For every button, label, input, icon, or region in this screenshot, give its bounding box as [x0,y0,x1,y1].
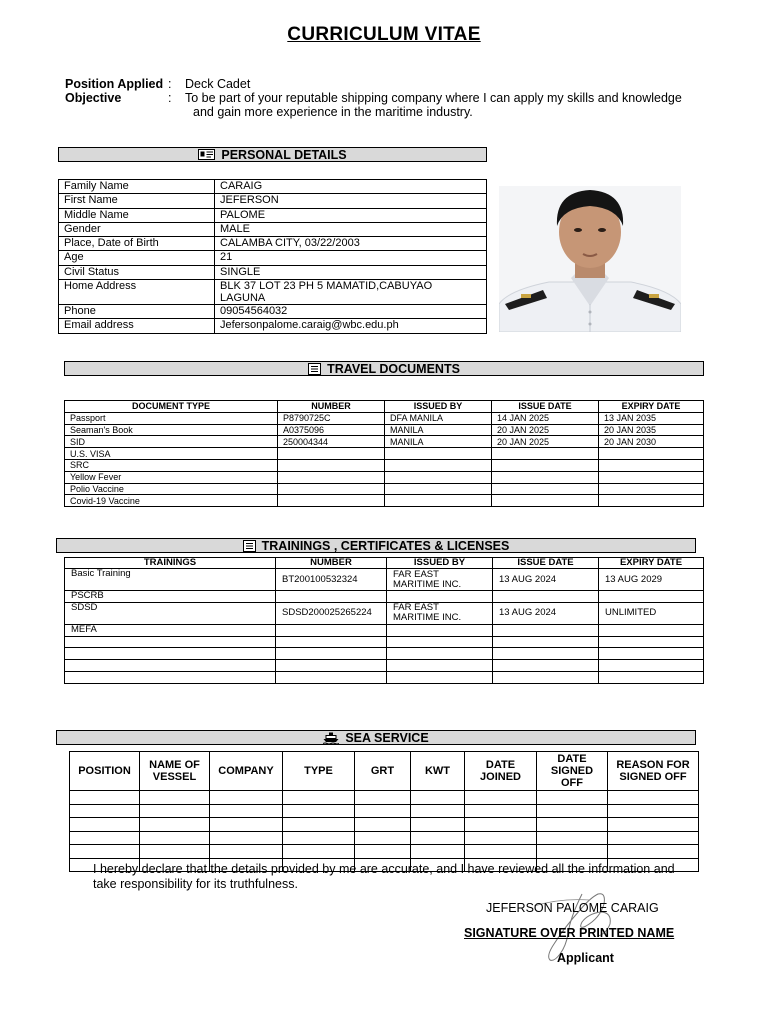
travel-documents-table [64,400,704,507]
training-cell [493,671,599,683]
training-cell [276,624,387,636]
travel-document-cell [492,495,599,507]
trainings-column-header: EXPIRY DATE [599,558,704,569]
sea-service-column-header: POSITION [70,752,140,791]
sea-service-cell [140,791,210,805]
personal-details-row [59,180,487,194]
training-cell: Basic Training [65,569,276,591]
travel-documents-header-row [65,401,704,413]
travel-documents-column-header: ISSUE DATE [492,401,599,413]
training-cell [493,648,599,660]
sea-service-row [70,845,699,859]
training-cell [276,660,387,672]
travel-document-cell: 20 JAN 2035 [599,424,704,436]
sea-service-cell [355,831,411,845]
travel-document-cell [492,459,599,471]
training-cell: 13 AUG 2024 [493,569,599,591]
training-cell [387,648,493,660]
personal-details-label: Gender [59,222,215,236]
personal-details-value-text: SINGLE [220,265,261,278]
sea-service-column-header: KWT [411,752,465,791]
sea-service-cell [70,791,140,805]
training-cell [276,671,387,683]
sea-service-column-header: NAME OF VESSEL [140,752,210,791]
travel-document-cell: A0375096 [278,424,385,436]
sea-service-row [70,831,699,845]
travel-document-cell: 20 JAN 2025 [492,424,599,436]
trainings-column-header: TRAININGS [65,558,276,569]
training-cell [276,648,387,660]
travel-document-cell: P8790725C [278,412,385,424]
sea-service-cell [140,831,210,845]
travel-document-cell [385,495,492,507]
sea-service-cell [283,791,355,805]
travel-document-cell [385,471,492,483]
cv-title: CURRICULUM VITAE [287,24,481,45]
training-cell [599,636,704,648]
sea-service-cell [411,791,465,805]
sea-service-cell [210,831,283,845]
sea-service-cell [283,818,355,832]
sea-service-cell [210,818,283,832]
sea-service-cell [608,845,699,859]
personal-details-value-text: 09054564032 [220,305,288,318]
travel-document-row [65,436,704,448]
travel-documents-title: TRAVEL DOCUMENTS [327,361,460,376]
training-cell: SDSD200025265224 [276,602,387,624]
sea-service-cell [355,804,411,818]
travel-document-cell: Passport [65,412,278,424]
position-value: Deck Cadet [185,77,251,91]
sea-service-cell [140,845,210,859]
objective-line-1: To be part of your reputable shipping company where I can apply my skills and knowledge [185,91,682,105]
travel-document-cell: Polio Vaccine [65,483,278,495]
sea-service-row [70,791,699,805]
travel-document-row [65,424,704,436]
objective-label: Objective [65,91,122,105]
training-row [65,624,704,636]
travel-documents-column-header: ISSUED BY [385,401,492,413]
personal-details-label: Place, Date of Birth [59,237,215,251]
travel-document-cell: DFA MANILA [385,412,492,424]
sea-service-cell [537,831,608,845]
sea-service-cell [355,818,411,832]
objective-separator: : [168,91,172,105]
training-cell [599,648,704,660]
position-separator: : [168,77,172,91]
travel-document-cell: SRC [65,459,278,471]
travel-document-cell [492,471,599,483]
personal-details-label: Email address [59,319,215,333]
training-cell: MEFA [65,624,276,636]
personal-details-label: Age [59,251,215,265]
sea-service-cell [283,831,355,845]
personal-details-value [215,251,487,265]
travel-document-cell: U.S. VISA [65,448,278,460]
sea-service-title: SEA SERVICE [345,730,429,745]
travel-document-cell [385,448,492,460]
sea-service-table [69,751,699,872]
travel-documents-column-header: EXPIRY DATE [599,401,704,413]
sea-service-cell [465,818,537,832]
ship-icon [323,732,339,744]
travel-document-cell [492,448,599,460]
travel-documents-column-header: DOCUMENT TYPE [65,401,278,413]
training-cell [65,671,276,683]
travel-document-cell [278,495,385,507]
sea-service-cell [465,791,537,805]
personal-details-row [59,222,487,236]
training-cell: BT200100532324 [276,569,387,591]
travel-document-row [65,459,704,471]
personal-details-value [215,265,487,279]
sea-service-cell [537,845,608,859]
training-cell [599,624,704,636]
travel-document-cell: 250004344 [278,436,385,448]
travel-documents-column-header: NUMBER [278,401,385,413]
personal-details-value-text: Jefersonpalome.caraig@wbc.edu.ph [220,319,399,332]
sea-service-cell [465,831,537,845]
travel-document-row [65,495,704,507]
travel-document-cell [278,459,385,471]
travel-document-cell [599,471,704,483]
travel-document-cell: Seaman's Book [65,424,278,436]
travel-document-cell: SID [65,436,278,448]
applicant-printed-name: JEFERSON PALOME CARAIG [486,901,659,915]
personal-details-value [215,305,487,319]
declaration-line-2: take responsibility for its truthfulness. [93,877,298,891]
travel-document-cell [385,483,492,495]
travel-document-cell [385,459,492,471]
sea-service-cell [608,831,699,845]
personal-details-value-text: PALOME [220,208,266,221]
declaration-line-1: I hereby declare that the details provided by me are accurate, and I have reviewed all the information and [93,862,675,876]
training-cell: FAR EAST MARITIME INC. [387,569,493,591]
training-row [65,591,704,603]
id-card-icon [198,149,215,160]
personal-details-value-text: CARAIG [220,180,263,192]
sea-service-cell [355,845,411,859]
sea-service-cell [411,804,465,818]
sea-service-cell [140,818,210,832]
trainings-header [56,538,696,553]
sea-service-cell [537,791,608,805]
personal-details-row [59,251,487,265]
personal-details-row [59,280,487,305]
sea-service-cell [608,791,699,805]
sea-service-row [70,804,699,818]
travel-document-cell: Yellow Fever [65,471,278,483]
training-cell [387,671,493,683]
personal-details-value-text-line2: LAGUNA [220,292,266,305]
sea-service-cell [210,804,283,818]
personal-details-title: PERSONAL DETAILS [221,147,347,162]
personal-details-value [215,280,487,305]
personal-details-value-text: BLK 37 LOT 23 PH 5 MAMATID,CABUYAO [220,280,433,293]
training-cell [276,636,387,648]
sea-service-header [56,730,696,745]
personal-details-label: First Name [59,194,215,208]
travel-document-cell [278,483,385,495]
personal-details-header [58,147,487,162]
sea-service-column-header: TYPE [283,752,355,791]
position-label: Position Applied [65,77,164,91]
training-row [65,660,704,672]
training-row [65,569,704,591]
trainings-column-header: ISSUE DATE [493,558,599,569]
personal-details-label: Family Name [59,180,215,194]
personal-details-value-text: 21 [220,251,233,264]
trainings-table [64,557,704,684]
training-cell [387,591,493,603]
training-cell [493,624,599,636]
travel-document-cell [492,483,599,495]
sea-service-cell [465,804,537,818]
sea-service-cell [70,831,140,845]
sea-service-cell [608,818,699,832]
personal-details-label: Home Address [59,280,215,305]
travel-document-cell: 14 JAN 2025 [492,412,599,424]
sea-service-column-header: COMPANY [210,752,283,791]
sea-service-cell [411,845,465,859]
training-cell: 13 AUG 2029 [599,569,704,591]
training-cell [387,660,493,672]
travel-document-cell: Covid-19 Vaccine [65,495,278,507]
travel-document-cell [599,495,704,507]
sea-service-column-header: DATE JOINED [465,752,537,791]
training-cell [493,636,599,648]
training-cell [599,671,704,683]
sea-service-cell [283,804,355,818]
training-cell [387,636,493,648]
personal-details-label: Middle Name [59,208,215,222]
sea-service-cell [70,845,140,859]
travel-document-row [65,471,704,483]
sea-service-row [70,818,699,832]
sea-service-column-header: DATE SIGNED OFF [537,752,608,791]
travel-document-cell [278,471,385,483]
personal-details-value-text: CALAMBA CITY, 03/22/2003 [220,237,360,250]
travel-document-cell: 20 JAN 2030 [599,436,704,448]
sea-service-cell [210,791,283,805]
training-cell [65,660,276,672]
travel-document-cell: 20 JAN 2025 [492,436,599,448]
personal-details-row [59,194,487,208]
sea-service-header-row [70,752,699,791]
personal-details-value [215,237,487,251]
trainings-column-header: NUMBER [276,558,387,569]
training-cell [276,591,387,603]
personal-details-value [215,319,487,333]
training-cell [65,648,276,660]
personal-details-value-text: JEFERSON [220,194,279,207]
personal-details-row [59,319,487,333]
sea-service-cell [411,818,465,832]
sea-service-cell [537,804,608,818]
personal-details-value [215,194,487,208]
travel-document-cell: MANILA [385,436,492,448]
personal-details-row [59,305,487,319]
personal-details-label: Civil Status [59,265,215,279]
training-cell: PSCRB [65,591,276,603]
sea-service-cell [537,818,608,832]
training-row [65,636,704,648]
travel-document-cell [599,448,704,460]
personal-details-value [215,208,487,222]
sea-service-cell [411,831,465,845]
training-row [65,602,704,624]
objective-line-2: and gain more experience in the maritime industry. [193,105,473,119]
sea-service-cell [465,845,537,859]
applicant-role: Applicant [557,951,614,965]
personal-details-value [215,222,487,236]
sea-service-cell [140,804,210,818]
personal-details-row [59,265,487,279]
personal-details-row [59,208,487,222]
signature-caption: SIGNATURE OVER PRINTED NAME [464,926,675,940]
training-cell [599,591,704,603]
personal-details-table [58,179,487,334]
personal-details-label: Phone [59,305,215,319]
training-row [65,648,704,660]
sea-service-column-header: GRT [355,752,411,791]
trainings-title: TRAININGS , CERTIFICATES & LICENSES [261,538,510,553]
personal-details-row [59,237,487,251]
travel-document-row [65,483,704,495]
training-cell: 13 AUG 2024 [493,602,599,624]
travel-document-row [65,448,704,460]
travel-documents-header [64,361,704,376]
training-cell [387,624,493,636]
training-cell: SDSD [65,602,276,624]
training-cell: FAR EAST MARITIME INC. [387,602,493,624]
travel-document-row [65,412,704,424]
applicant-portrait-image [499,186,681,332]
training-cell [599,660,704,672]
trainings-header-row [65,558,704,569]
training-row [65,671,704,683]
travel-document-cell: MANILA [385,424,492,436]
travel-document-cell: 13 JAN 2035 [599,412,704,424]
training-cell [493,660,599,672]
certificate-icon [243,540,256,552]
trainings-column-header: ISSUED BY [387,558,493,569]
travel-document-cell [599,483,704,495]
personal-details-value [215,180,487,194]
applicant-photo [499,186,681,332]
travel-document-cell [278,448,385,460]
personal-details-value-text: MALE [220,222,250,235]
sea-service-column-header: REASON FOR SIGNED OFF [608,752,699,791]
training-cell: UNLIMITED [599,602,704,624]
sea-service-cell [210,845,283,859]
sea-service-cell [283,845,355,859]
document-icon [308,363,321,375]
sea-service-cell [355,791,411,805]
sea-service-cell [608,804,699,818]
sea-service-cell [70,818,140,832]
training-cell [493,591,599,603]
training-cell [65,636,276,648]
travel-document-cell [599,459,704,471]
sea-service-cell [70,804,140,818]
